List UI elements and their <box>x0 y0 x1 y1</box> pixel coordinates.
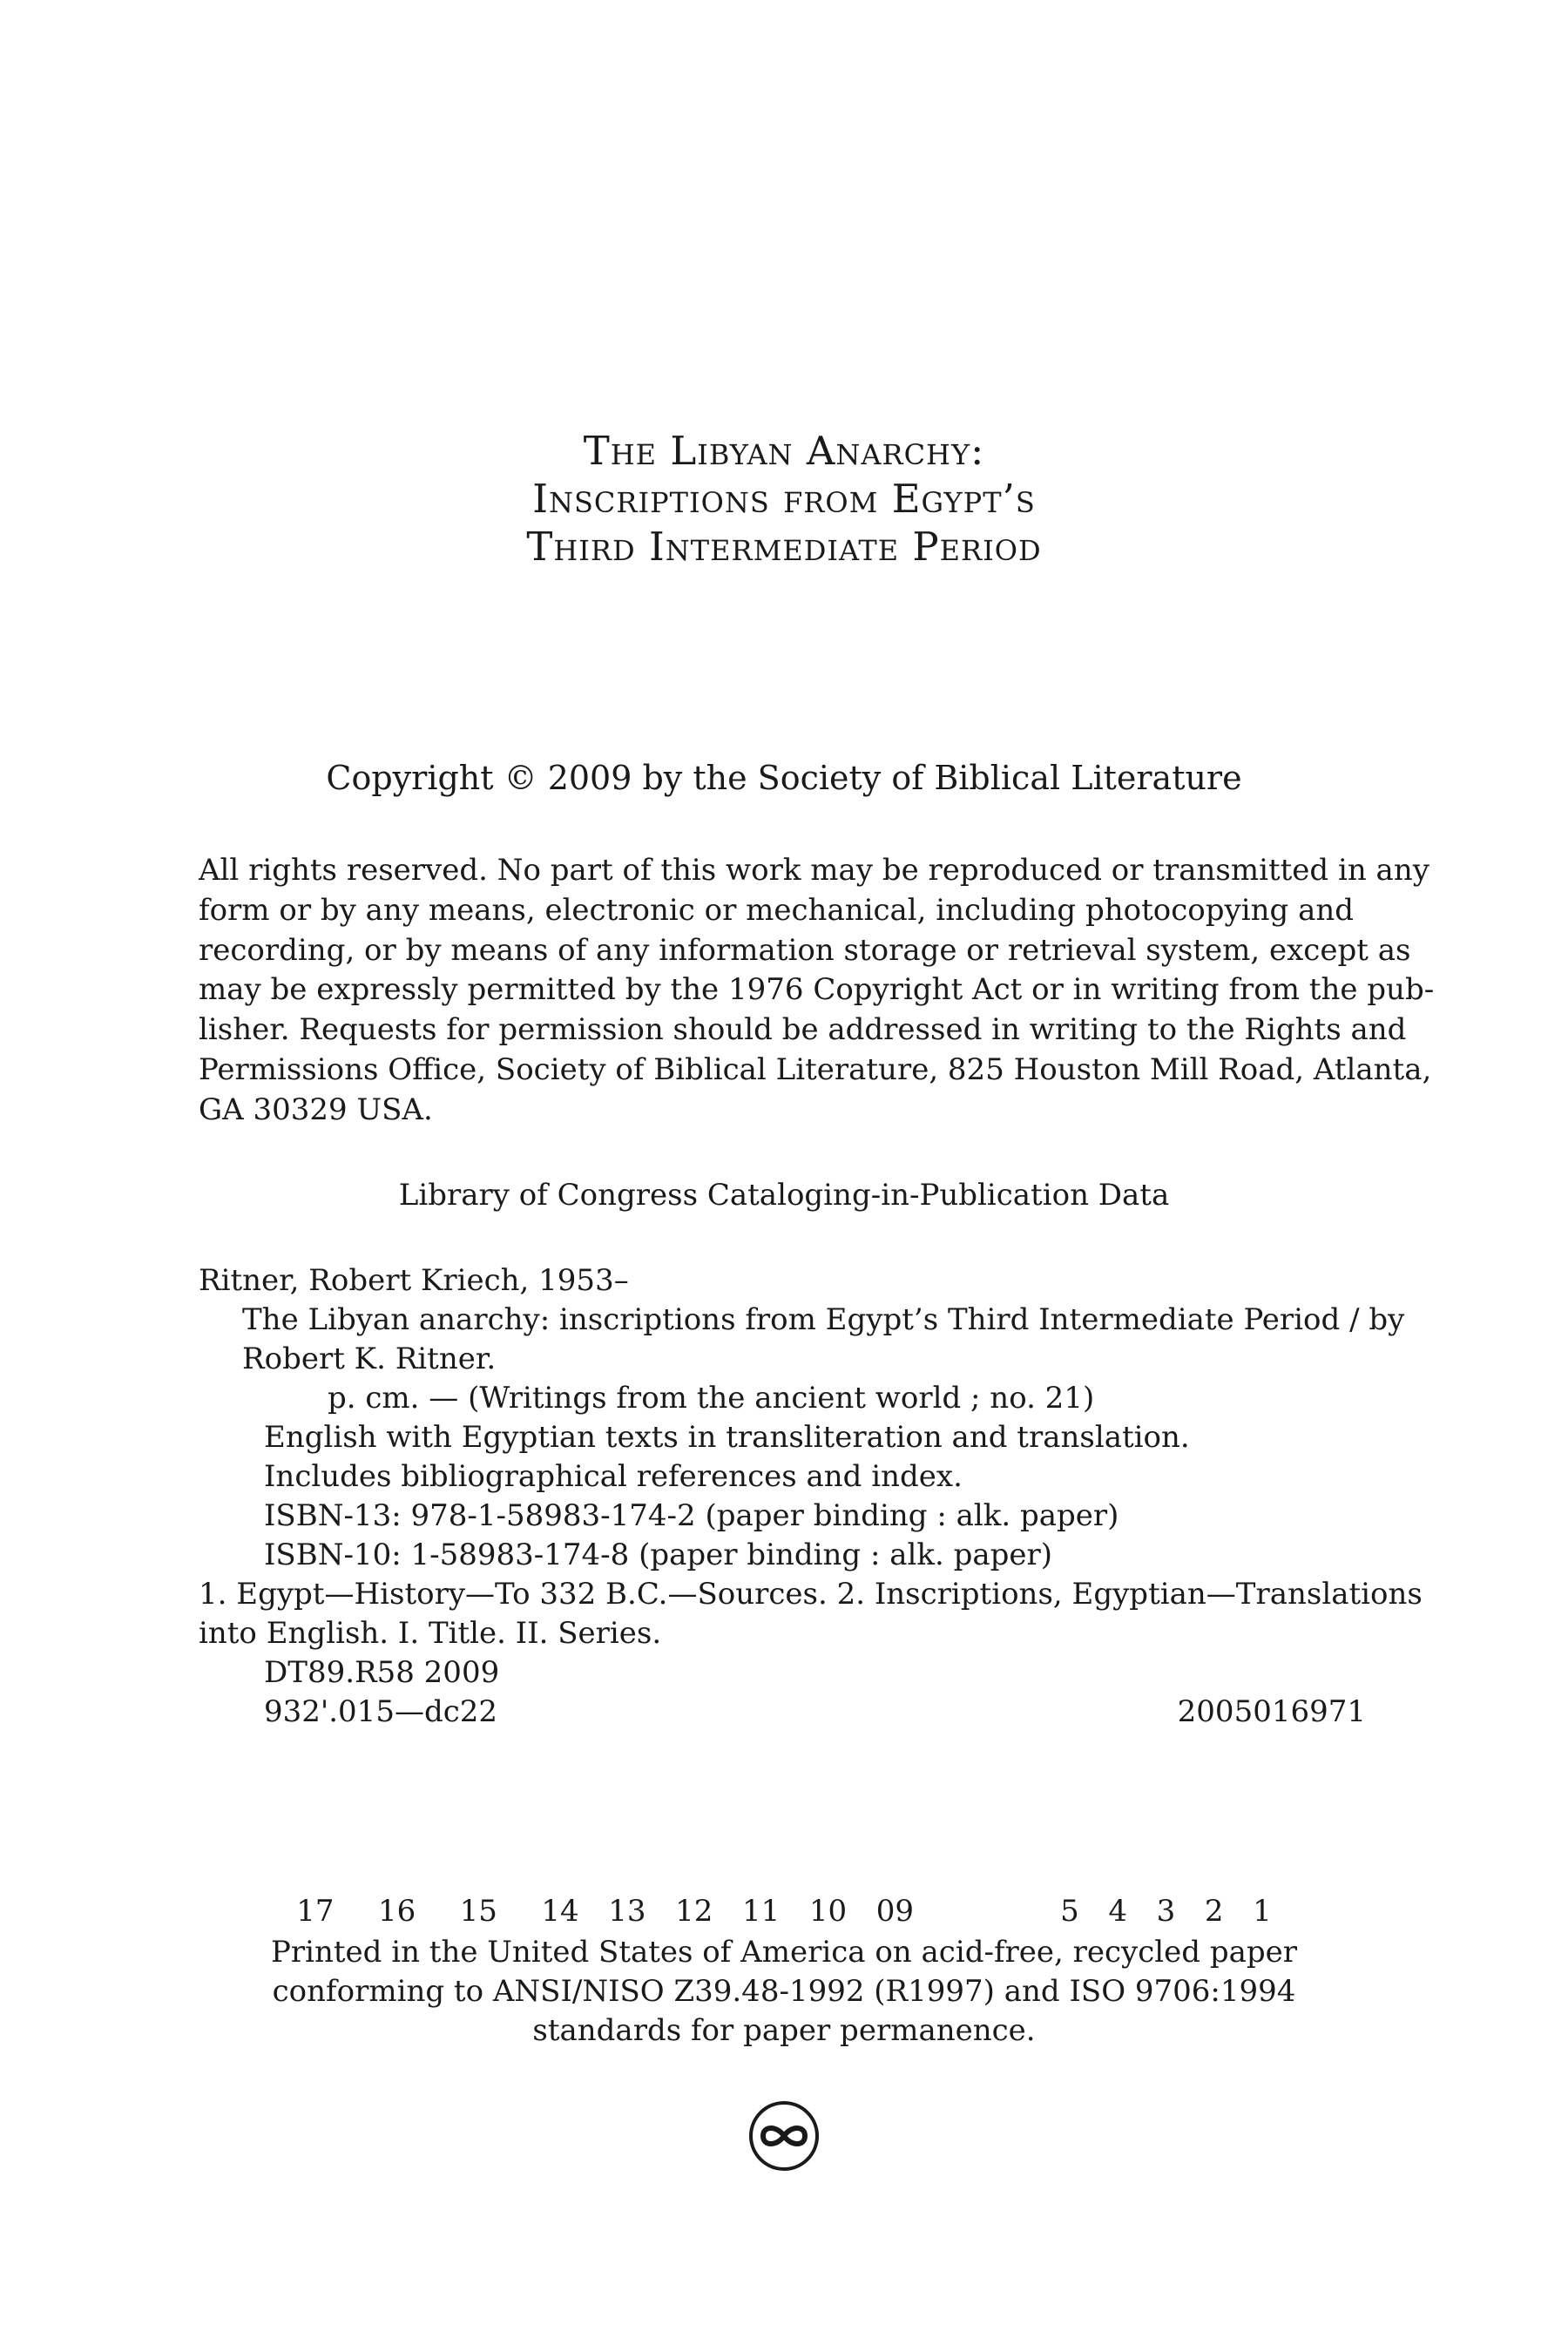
cip-lccn: 2005016971 <box>1177 1694 1366 1729</box>
cip-heading: Library of Congress Cataloging-in-Publication Data <box>398 1178 1170 1213</box>
title-line-3: Third Intermediate Period <box>526 524 1042 570</box>
rights-line-2: form or by any means, electronic or mechanical, including photocopying and <box>199 892 1354 928</box>
printing-line-1: Printed in the United States of America on acid-free, recycled paper <box>270 1935 1298 1970</box>
cip-note-language: English with Egyptian texts in transliteration and translation. <box>264 1420 1190 1455</box>
cip-title-line-1: The Libyan anarchy: inscriptions from Egypt’s Third Intermediate Period / by <box>242 1302 1405 1337</box>
title-line-1: The Libyan Anarchy: <box>583 428 985 474</box>
cip-author: Ritner, Robert Kriech, 1953– <box>199 1263 629 1298</box>
copyright-notice: Copyright © 2009 by the Society of Biblical Literature <box>326 759 1242 797</box>
rights-line-7: GA 30329 USA. <box>199 1092 433 1127</box>
book-title <box>0 427 1568 571</box>
printing-line-2: conforming to ANSI/NISO Z39.48-1992 (R1997) and ISO 9706:1994 <box>272 1974 1296 2009</box>
rights-line-1: All rights reserved. No part of this work may be reproduced or transmitted in any <box>199 853 1429 888</box>
cip-dewey: 932'.015—dc22 <box>264 1694 498 1729</box>
rights-line-5: lisher. Requests for permission should be addressed in writing to the Rights and <box>199 1012 1407 1048</box>
cip-title-line-2: Robert K. Ritner. <box>242 1342 497 1376</box>
cip-physical: p. cm. — (Writings from the ancient world ; no. 21) <box>328 1381 1095 1416</box>
infinity-circle-icon <box>747 2099 821 2173</box>
cip-subjects-line-2: into English. I. Title. II. Series. <box>199 1616 662 1651</box>
cip-lc-class: DT89.R58 2009 <box>264 1655 500 1690</box>
cip-dewey-row <box>199 1693 1366 1732</box>
cip-isbn-10: ISBN-10: 1-58983-174-8 (paper binding : alk. paper) <box>264 1538 1053 1572</box>
printing-line-numbers: 17 16 15 14 13 12 11 10 09 5 4 3 2 1 <box>296 1894 1272 1929</box>
cip-record <box>199 1261 1423 1732</box>
cip-subjects-line-1: 1. Egypt—History—To 332 B.C.—Sources. 2. Inscriptions, Egyptian—Translations <box>199 1577 1423 1612</box>
rights-statement <box>199 851 1435 1131</box>
rights-line-6: Permissions Office, Society of Biblical Literature, 825 Houston Mill Road, Atlanta, <box>199 1051 1432 1087</box>
cip-isbn-13: ISBN-13: 978-1-58983-174-2 (paper binding : alk. paper) <box>264 1498 1119 1533</box>
title-line-2: Inscriptions from Egypt’s <box>532 476 1036 522</box>
rights-line-3: recording, or by means of any information storage or retrieval system, except as <box>199 932 1411 968</box>
rights-line-4: may be expressly permitted by the 1976 Copyright Act or in writing from the pub- <box>199 972 1435 1008</box>
cip-note-bibliography: Includes bibliographical references and index. <box>264 1459 963 1494</box>
printing-line-3: standards for paper permanence. <box>532 2013 1036 2048</box>
printing-statement <box>0 1933 1568 2051</box>
